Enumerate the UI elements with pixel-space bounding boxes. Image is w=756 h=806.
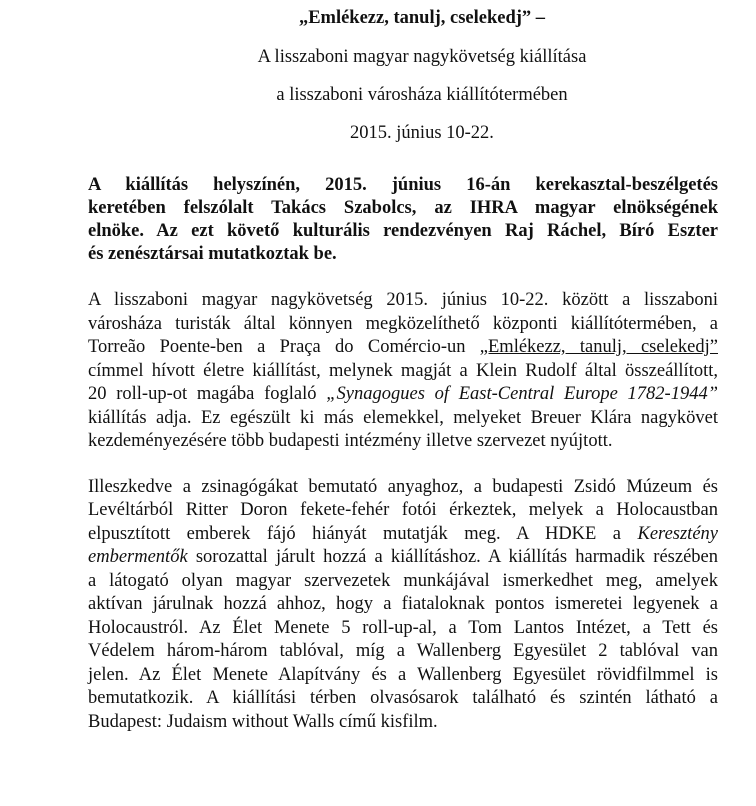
text-line — [88, 523, 718, 547]
text-line: jelen. Az Élet Menete Alapítvány és a Wallenberg Egyesület rövidfilmmel is — [88, 664, 718, 685]
text-line: Levéltárból Ritter Doron fekete-fehér fotói érkeztek, melyek a Holocaustban — [88, 500, 718, 520]
text-line: címmel hívott életre kiállítást, melynek magját a Klein Rudolf által összeállított, — [88, 360, 718, 381]
text-run: sorozattal járult hozzá a kiállításhoz. A kiállítás harmadik részében — [187, 547, 718, 567]
exhibition-subtitle: A lisszaboni magyar nagykövetség kiállítása — [257, 47, 587, 67]
lead-line: A kiállítás helyszínén, 2015. június 16-án kerekasztal-beszélgetés — [88, 175, 718, 195]
series-name-italic: embermentők — [88, 547, 188, 567]
text-line — [88, 383, 718, 407]
body-paragraph-1 — [88, 289, 718, 454]
text-line: kiállítás adja. Ez egészült ki más elemekkel, melyeket Breuer Klára nagykövet — [88, 407, 718, 428]
text-run: 20 roll-up-ot magába foglaló — [88, 384, 327, 404]
text-line: Budapest: Judaism without Walls című kisfilm. — [88, 711, 438, 732]
exhibition-name-underlined: „Emlékezz, tanulj, cselekedj” — [479, 337, 718, 357]
venue-subtitle: a lisszaboni városháza kiállítótermében — [276, 85, 568, 105]
text-line: a látogató olyan magyar szervezetek munkájával ismerkedhet meg, amelyek — [88, 570, 718, 591]
text-line: városháza turisták által könnyen megközelíthető központi kiállítótermében, a — [88, 313, 718, 334]
text-line: kezdeményezésére több budapesti intézmény illetve szervezet nyújtott. — [88, 431, 613, 451]
lead-line: és zenésztársai mutatkoztak be. — [88, 244, 337, 264]
series-name-italic: Keresztény — [637, 523, 718, 544]
text-line: Holocaustról. Az Élet Menete 5 roll-up-al, a Tom Lantos Intézet, a Tett és — [88, 617, 718, 638]
exhibition-subtitle-italic: „Synagogues of East-Central Europe 1782-1944” — [326, 384, 718, 404]
text-line: aktívan járulnak hozzá ahhoz, hogy a fiataloknak pontos ismeretei legyenek a — [88, 594, 718, 614]
text-line: Védelem három-három tablóval, míg a Wallenberg Egyesület 2 tablóval van — [88, 641, 718, 661]
text-run: elpusztított emberek fájó hiányát mutatják meg. A HDKE a — [88, 523, 638, 544]
exhibition-date: 2015. június 10-22. — [350, 123, 494, 143]
lead-line: elnöke. Az ezt követő kulturális rendezvényen Raj Ráchel, Bíró Eszter — [88, 221, 718, 241]
document-title: „Emlékezz, tanulj, cselekedj” – — [298, 8, 546, 28]
body-paragraph-2 — [88, 476, 718, 735]
text-line: A lisszaboni magyar nagykövetség 2015. június 10-22. között a lisszaboni — [88, 290, 718, 310]
lead-paragraph — [88, 174, 718, 266]
text-line: bemutatkozik. A kiállítási térben olvasósarok található és szintén látható a — [88, 688, 718, 708]
text-run: Torreão Poente-ben a Praça do Comércio-un — [88, 337, 480, 357]
lead-line: keretében felszólalt Takács Szabolcs, az IHRA magyar elnökségének — [88, 198, 718, 218]
text-line — [88, 546, 718, 570]
text-line: Illeszkedve a zsinagógákat bemutató anyaghoz, a budapesti Zsidó Múzeum és — [88, 476, 718, 497]
text-line — [88, 336, 718, 360]
